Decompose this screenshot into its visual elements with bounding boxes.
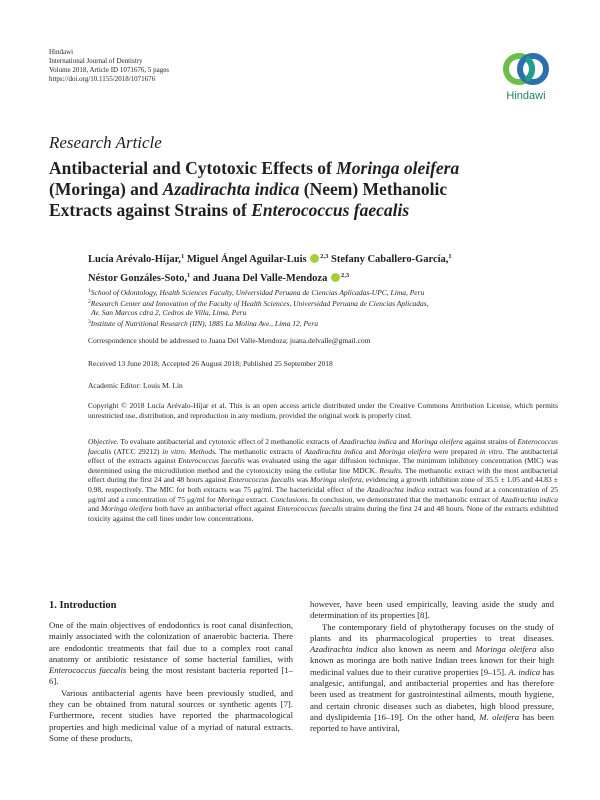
title-text: (Moringa) and [49,179,163,199]
abstract-text: and [362,446,379,456]
abstract-text: extract was found at a concentration of 25 μg/ml and a concentration of 75 μg/ml for [88,484,558,504]
paragraph-text: being the most resistant bacteria reported [1–6]. [49,665,293,687]
paragraph-text: also known as neem and [377,644,476,655]
abstract-species: Azadirachta indica [339,437,397,446]
title-species: Azadirachta indica [162,179,300,199]
abstract-species: Enterococcus faecalis [277,504,344,514]
author-affiliation-mark: 2,3 [340,272,350,279]
orcid-icon[interactable] [310,254,319,263]
affiliation-number: 1 [88,288,91,294]
abstract-text: was evaluated using the agar diffusion technique. The minimum inhibitory concentration (MIC) was determined using the microdilution method and the cytotoxicity using the cellular line MDCK. [88,456,558,475]
article-type: Research Article [49,133,162,152]
paragraph: however, have been used empirically, leaving aside the study and determination of its properties [8]. [310,599,554,621]
abstract-species: Moringa oleifera [100,504,153,514]
title-text: Extracts against Strains of [49,200,252,220]
abstract-text: was [294,475,311,485]
abstract-text: In conclusion, we demonstrated that the methanolic extract of [309,494,501,504]
affiliation-text: School of Odontology, Health Sciences Faculty, Universidad Peruana de Ciencias Aplicadas-UPC, Lima, Peru [90,288,425,297]
abstract-text: . [184,446,190,456]
abstract [88,437,558,523]
abstract-text: and [396,437,412,446]
copyright-notice: Copyright © 2018 Lucía Arévalo-Híjar et al. This is an open access article distributed under the Creative Commons Attribution License, which permits unrestricted use, distribution, and reproduction in any medium, provided the original work is properly cited. [88,401,558,420]
paragraph-text: has analgesic, antifungal, and antibacterial properties and has therefore been used as treatment for gastrointestinal ailments, mouth hygiene, and certain chronic diseases such as diabetes, high blood pressure, and dyslipidemia [16–19]. On the other hand, [310,666,554,722]
abstract-species: in vitro [479,446,503,456]
author-name: Stefany Caballero-García, [330,254,449,265]
abstract-heading: Conclusions. [270,494,310,504]
paragraph [310,622,554,735]
paragraph-species: Azadirachta indica [310,644,378,655]
abstract-text: , evidencing a growth inhibition zone of 35.5 ± 1.05 and 44.83 ± 0.98, respectively. The MIC for both extracts was 75 μg/ml. The bactericidal effect of the [88,475,559,494]
abstract-species: Azadirachta indica [367,484,426,494]
title-species: Moringa oleifera [336,158,460,178]
paragraph [49,620,293,688]
author-affiliation-mark: 1 [448,253,452,260]
abstract-text: were prepared [431,446,480,456]
paragraph-species: M. oleifera [479,711,520,722]
journal-name: International Journal of Dentistry [49,57,143,65]
abstract-heading: Objective. [88,437,119,446]
section-heading-introduction: 1. Introduction [49,600,117,611]
abstract-species: Moringa oleifera [411,437,463,446]
volume-line: Volume 2018, Article ID 1071676, 5 pages [49,66,170,74]
affiliation-number: 2 [88,298,91,305]
title-species: Enterococcus faecalis [251,200,410,220]
hindawi-logo-text: Hindawi [506,90,546,102]
correspondence: Correspondence should be addressed to Juana Del Valle-Mendoza; juana.delvalle@gmail.com [88,336,371,345]
abstract-species: Moringa [217,494,244,504]
doi-link[interactable]: https://doi.org/10.1155/2018/1071676 [49,75,156,83]
abstract-species: Moringa oleifera [378,446,432,456]
abstract-species: in vitro [162,446,185,456]
title-text: (Neem) Methanolic [299,179,448,199]
author-list [88,249,558,287]
paragraph-species: Moringa oleifera [475,644,537,655]
abstract-text: The methanolic extract with the most antibacterial effect during the first 24 and 48 hours against [88,465,558,485]
author-name: Lucía Arévalo-Híjar, [88,254,181,265]
title-text: Antibacterial and Cytotoxic Effects of [49,158,337,178]
abstract-species: Enterococcus faecalis [88,437,558,456]
paragraph-text: One of the main objectives of endodontics is root canal disinfection, mainly associated with the colonization of anaerobic bacteria. There are endodontic treatments that fail due to a complex root canal anatomy or antibiotic resistance of some bacterial families, with [49,620,293,664]
abstract-heading: Methods. [189,446,217,456]
abstract-text: and [88,504,101,514]
affiliation-text: Institute of Nutritional Research (IIN), 1885 La Molina Ave., Lima 12, Peru [90,318,319,328]
paragraph-text: also known as moringa are both native Indian trees known for their high medicinal values due to their curative properties [9–15]. [310,644,554,677]
hindawi-logo-icon [497,48,555,92]
article-title [49,158,559,221]
author-name: Miguel Ángel Aguilar-Luis [186,254,307,265]
orcid-icon[interactable] [331,273,340,282]
abstract-text: against strains of [462,437,518,446]
abstract-text: (ATCC 29212) [111,446,163,456]
body-column-left [49,620,293,744]
abstract-heading: Results. [379,465,403,475]
abstract-text: strains during the first 24 and 48 hours. None of the extracts exhibited toxicity against the cell lines under low concentrations. [88,504,558,523]
paragraph: Various antibacterial agents have been previously studied, and they can be obtained from natural sources or synthetic agents [7]. Furthermore, recent studies have reported the pharmacological properties and high medicinal value of a myriad of natural extracts. Some of these products, [49,687,293,743]
paragraph-text: has been reported to have antiviral, [310,711,555,734]
abstract-species: Moringa oleifera [310,475,362,485]
abstract-text: extract. [244,494,271,504]
publication-dates: Received 13 June 2018; Accepted 26 August 2018; Published 25 September 2018 [88,359,333,368]
author-name: and Juana Del Valle-Mendoza [192,273,328,284]
author-affiliation-mark: 2,3 [320,253,329,260]
author-affiliation-mark: 1 [180,253,185,260]
abstract-text: both have an antibacterial effect against [152,504,278,514]
abstract-species: Azadirachta indica [304,446,363,456]
abstract-text: . The antibacterial effect of the extracts against [88,446,559,466]
paragraph-species: A. indica [508,666,541,677]
abstract-text: To evaluate antibacterial and cytotoxic effect of 2 methanolic extracts of [118,437,340,446]
abstract-species: Enterococcus faecalis [228,475,295,485]
body-column-right [310,599,554,735]
abstract-text: The methanolic extracts of [216,446,305,456]
affiliation-text: Research Center and Innovation of the Faculty of Health Sciences, Universidad Peruana de Ciencias Aplicadas, [90,298,429,308]
abstract-species: Enterococcus faecalis [178,456,245,466]
publisher-name: Hindawi [49,48,74,56]
abstract-species: Azadirachta indica [500,494,559,504]
affiliations [88,287,558,328]
affiliation-text: Av. San Marcos cdra 2, Cedros de Villa, Lima, Peru [91,308,247,317]
journal-metadata [49,48,169,84]
author-name: Néstor Gonzáles-Soto, [88,273,187,284]
author-affiliation-mark: 1 [186,272,191,279]
affiliation-number: 3 [88,318,91,325]
paragraph-species: Enterococcus faecalis [49,665,127,676]
paragraph-text: The contemporary field of phytotherapy focuses on the study of plants and its pharmacological properties to treat diseases. [310,621,554,643]
academic-editor: Academic Editor: Louis M. Lin [88,381,183,390]
